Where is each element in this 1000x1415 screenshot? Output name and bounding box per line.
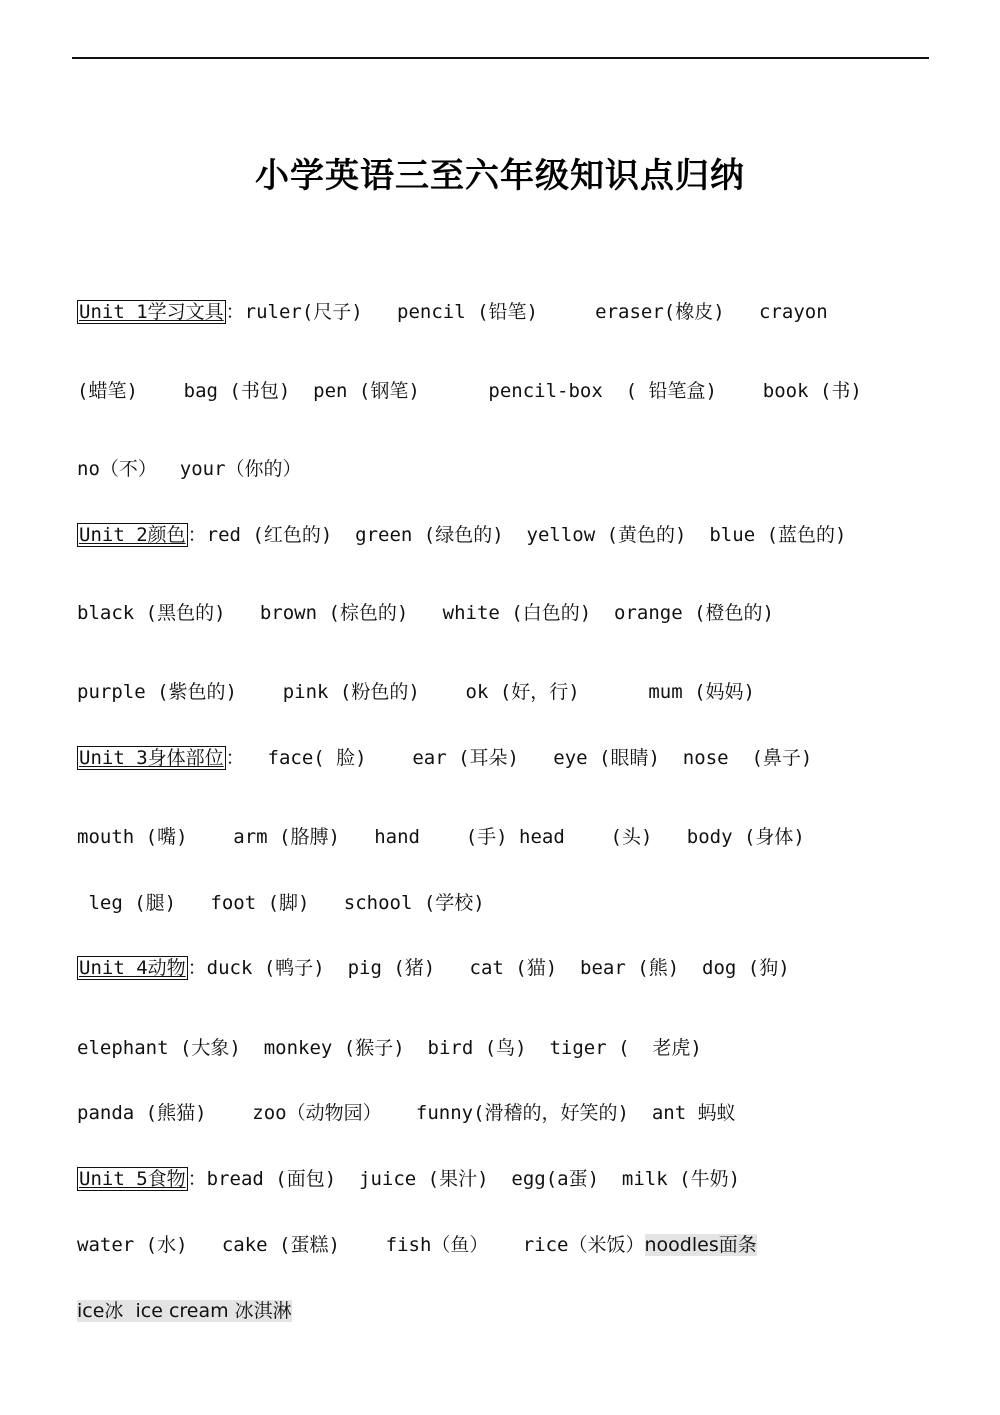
unit1-line1 xyxy=(77,299,828,325)
unit5-line3 xyxy=(77,1298,292,1324)
unit3-heading: Unit 3身体部位 xyxy=(79,747,224,769)
unit3-line1 xyxy=(77,745,812,771)
unit5-line1 xyxy=(77,1166,740,1192)
header-rule xyxy=(72,57,929,59)
highlight-ice: ice冰 xyxy=(77,1300,124,1322)
unit3-line3: leg (腿) foot (脚) school (学校) xyxy=(77,892,485,914)
unit2-line1 xyxy=(77,522,846,548)
unit3-words-1: ： face( 脸) ear (耳朵) eye (眼睛) nose (鼻子) xyxy=(225,747,813,769)
unit1-line2: (蜡笔) bag (书包) pen (钢笔) pencil-box ( 铅笔盒) book (书) xyxy=(77,380,862,402)
unit2-words-1: ：red (红色的) green (绿色的) yellow (黄色的) blue (蓝色的) xyxy=(187,524,847,546)
unit4-line3: panda (熊猫) zoo（动物园） funny(滑稽的，好笑的) ant 蚂蚁 xyxy=(77,1102,736,1124)
unit5-line2 xyxy=(77,1232,757,1258)
unit2-heading: Unit 2颜色 xyxy=(79,524,186,546)
unit5-words-2: water (水) cake (蛋糕) fish（鱼） rice（米饭） xyxy=(77,1234,645,1256)
highlight-ice-cream: ice cream 冰淇淋 xyxy=(123,1300,292,1322)
unit2-line3: purple (紫色的) pink (粉色的) ok (好，行) mum (妈妈) xyxy=(77,681,755,703)
unit4-heading: Unit 4动物 xyxy=(79,957,186,979)
unit5-words-1: ：bread (面包) juice (果汁) egg(a蛋) milk (牛奶) xyxy=(187,1168,741,1190)
highlight-noodles: noodles面条 xyxy=(644,1234,757,1256)
unit1-line3: no（不） your（你的） xyxy=(77,458,302,480)
unit1-words-1: ：ruler(尺子) pencil (铅笔) eraser(橡皮) crayon xyxy=(225,301,828,323)
unit1-heading: Unit 1学习文具 xyxy=(79,301,224,323)
unit4-words-1: ：duck (鸭子) pig (猪) cat (猫) bear (熊) dog (狗) xyxy=(187,957,790,979)
unit3-line2: mouth (嘴) arm (胳膊) hand (手) head (头) body (身体) xyxy=(77,826,805,848)
unit5-heading: Unit 5食物 xyxy=(79,1168,186,1190)
unit4-line2: elephant (大象) monkey (猴子) bird (鸟) tiger ( 老虎) xyxy=(77,1037,702,1059)
unit2-line2: black (黑色的) brown (棕色的) white (白色的) orange (橙色的) xyxy=(77,602,774,624)
unit4-line1 xyxy=(77,955,790,981)
page-title: 小学英语三至六年级知识点归纳 xyxy=(255,156,745,196)
